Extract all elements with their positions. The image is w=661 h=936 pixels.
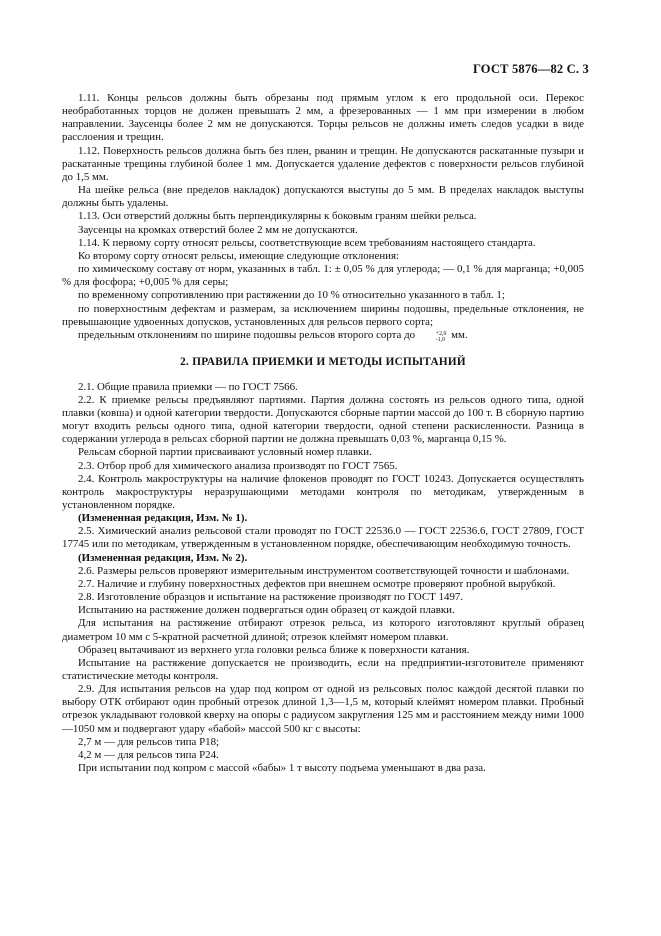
tolerance-unit: мм. bbox=[451, 328, 468, 341]
tolerance-lower: -1,0 bbox=[435, 336, 446, 343]
page-header: ГОСТ 5876—82 С. 3 bbox=[472, 62, 589, 76]
tolerance-fraction bbox=[420, 332, 447, 343]
paragraph-p29d: При испытании под копром с массой «бабы» 1 т высоту подъема уменьшают в два раза. bbox=[78, 762, 486, 775]
paragraph-ed2: (Измененная редакция, Изм. № 2). bbox=[78, 551, 248, 564]
paragraph-p28c: Для испытания на растяжение отбирают отрезок рельса, из которого изготовляют круглый образец диаметром 10 мм с 5-кратной расчетной длиной; отрезок клеймят номером плавки. bbox=[62, 617, 584, 643]
paragraph-p22b: Рельсам сборной партии присваивают условный номер плавки. bbox=[78, 446, 372, 459]
section-2-body bbox=[62, 381, 584, 776]
paragraph-1-14-tolerance bbox=[62, 329, 584, 344]
paragraph-p26: 2.6. Размеры рельсов проверяют измерительным инструментом соответствующей точности и шаблонами. bbox=[78, 564, 570, 577]
document-body bbox=[62, 92, 584, 775]
paragraph-p28b: Испытанию на растяжение должен подвергаться один образец от каждой плавки. bbox=[78, 604, 455, 617]
tolerance-upper: +2,0 bbox=[435, 331, 447, 338]
section-1-continuation bbox=[62, 92, 584, 329]
paragraph-p29c: 4,2 м — для рельсов типа Р24. bbox=[78, 748, 219, 761]
paragraph-p114b: Ко второму сорту относят рельсы, имеющие следующие отклонения: bbox=[78, 249, 400, 262]
paragraph-p114c: по химическому составу от норм, указанных в табл. 1: ± 0,05 % для углерода; — 0,1 % для марганца; +0,005 % для фосфора; +0,005 % для серы; bbox=[62, 263, 584, 289]
paragraph-p114: 1.14. К первому сорту относят рельсы, соответствующие всем требованиям настоящего стандарта. bbox=[78, 236, 536, 249]
paragraph-p27: 2.7. Наличие и глубину поверхностных дефектов при внешнем осмотре проверяют пробной вырубкой. bbox=[78, 577, 556, 590]
paragraph-p24: 2.4. Контроль макроструктуры на наличие флокенов проводят по ГОСТ 10243. Допускается осуществлять контроль макроструктуры неразрушающими методами контроля по методикам, утвержденным в установленном порядке. bbox=[62, 472, 584, 511]
paragraph-p22: 2.2. К приемке рельсы предъявляют партиями. Партия должна состоять из рельсов одного типа, одной плавки (ковша) и одной категории твердости. Допускаются сборные партии массой до 100 т. В сборную партию могут входить рельсы одного типа, одной категории твердости, одной степени раскисленности. Разница в содержании углерода в рельсах сборной партии не должна превышать 0,03 %, марганца 0,15 %. bbox=[62, 393, 584, 446]
paragraph-p114d: по временному сопротивлению при растяжении до 10 % относительно указанного в табл. 1; bbox=[78, 289, 505, 302]
paragraph-p28: 2.8. Изготовление образцов и испытание на растяжение производят по ГОСТ 1497. bbox=[78, 591, 464, 604]
paragraph-ed1: (Измененная редакция, Изм. № 1). bbox=[78, 512, 248, 525]
tolerance-text: предельным отклонениям по ширине подошвы рельсов второго сорта до bbox=[78, 328, 416, 341]
paragraph-p25: 2.5. Химический анализ рельсовой стали проводят по ГОСТ 22536.0 — ГОСТ 22536.6, ГОСТ 27809, ГОСТ 17745 или по методикам, утвержденным в установленном порядке, обеспечивающим необходимую точность. bbox=[62, 525, 584, 551]
paragraph-p113: 1.13. Оси отверстий должны быть перпендикулярны к боковым граням шейки рельса. bbox=[78, 210, 477, 223]
paragraph-p21: 2.1. Общие правила приемки — по ГОСТ 7566. bbox=[78, 380, 298, 393]
paragraph-p112b: На шейке рельса (вне пределов накладок) допускаются выступы до 5 мм. В пределах накладок выступы должны быть удалены. bbox=[62, 184, 584, 210]
section-2-title: 2. ПРАВИЛА ПРИЕМКИ И МЕТОДЫ ИСПЫТАНИЙ bbox=[180, 356, 466, 369]
paragraph-p29b: 2,7 м — для рельсов типа Р18; bbox=[78, 735, 220, 748]
paragraph-p114e: по поверхностным дефектам и размерам, за исключением ширины подошвы, предельные отклонения, не превышающие удвоенных допусков, установленных для рельсов первого сорта; bbox=[62, 302, 584, 328]
paragraph-p112: 1.12. Поверхность рельсов должна быть без плен, рванин и трещин. Не допускаются раскатанные пузыри и раскатанные трещины глубиной более 1 мм. Допускается удаление дефектов с поверхности рельсов глубиной до 1,5 мм. bbox=[62, 144, 584, 183]
paragraph-p111: 1.11. Концы рельсов должны быть обрезаны под прямым углом к его продольной оси. Перекос необработанных торцов не должен превышать 2 мм, а фрезерованных — 1 мм при измерении в любом направлении. Заусенцы более 2 мм не допускаются. Торцы рельсов не должны иметь следов усадки в виде расслоения и трещин. bbox=[62, 92, 584, 144]
paragraph-p29: 2.9. Для испытания рельсов на удар под копром от одной из рельсовых полос каждой десятой плавки по выбору ОТК отбирают один пробный отрезок длиной 1,3—1,5 м, который клеймят номером плавки. Пробный отрезок укладывают головкой кверху на опоры с радиусом закругления 125 мм и расстоянием между ними 1000—1050 мм и подвергают удару «бабой» массой 500 кг с высоты: bbox=[62, 683, 584, 735]
paragraph-p28d: Образец вытачивают из верхнего угла головки рельса ближе к поверхности катания. bbox=[78, 643, 470, 656]
paragraph-p23: 2.3. Отбор проб для химического анализа производят по ГОСТ 7565. bbox=[78, 459, 398, 472]
paragraph-p28e: Испытание на растяжение допускается не производить, если на предприятии-изготовителе применяют статистические методы контроля. bbox=[62, 656, 584, 682]
paragraph-p113b: Заусенцы на кромках отверстий более 2 мм не допускаются. bbox=[78, 223, 358, 236]
